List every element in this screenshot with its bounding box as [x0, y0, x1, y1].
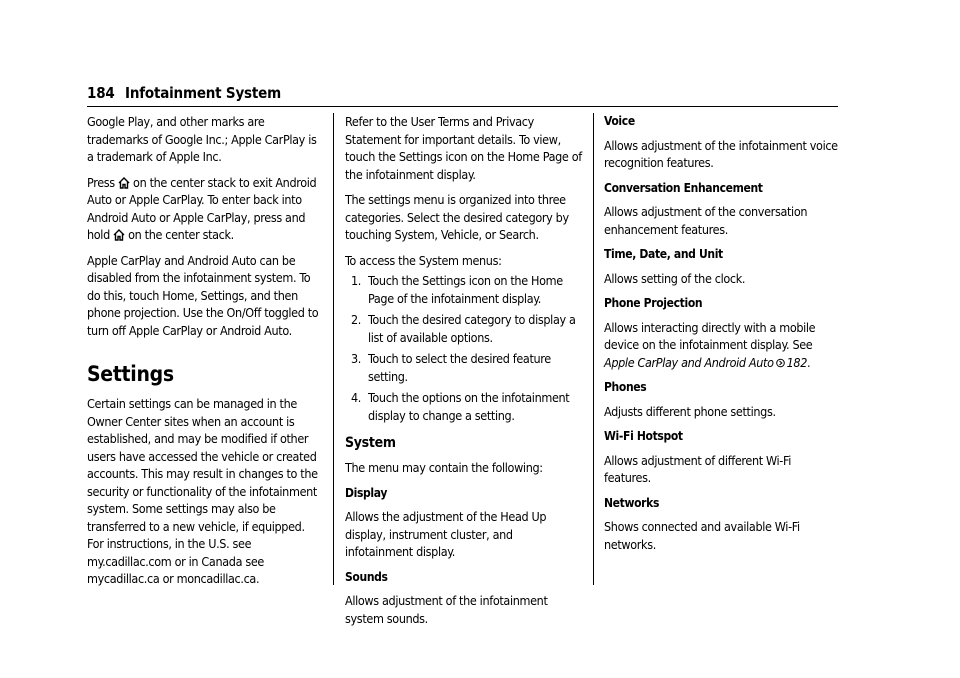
term-description: Allows adjustment of the conversation enhancement features. [604, 204, 808, 237]
term: Wi-Fi Hotspot [604, 429, 683, 443]
term: Sounds [345, 569, 388, 584]
paragraph-text: on the center stack to exit Android Auto or Apple CarPlay. To enter back into Android Auto or Apple CarPlay, press and hold [87, 174, 317, 242]
punctuation: . [807, 354, 811, 370]
step-number: 1. [351, 273, 362, 288]
subsection-heading: System [345, 435, 396, 451]
step-item [345, 311, 582, 346]
column-2 [345, 113, 582, 635]
term: Phones [604, 380, 647, 394]
term-description: Allows the adjustment of the Head Up display, instrument cluster, and infotainment display. [345, 509, 547, 559]
cross-reference-link[interactable]: Apple CarPlay and Android Auto [604, 354, 774, 370]
term-description-text: Allows interacting directly with a mobile device on the infotainment display. See [604, 319, 816, 352]
paragraph-home-button [87, 174, 323, 244]
step-text: Touch the desired category to display a list of available options. [368, 312, 576, 345]
paragraph: Google Play, and other marks are trademarks of Google Inc.; Apple CarPlay is a trademark of Apple Inc. [87, 114, 317, 164]
paragraph: Apple CarPlay and Android Auto can be disabled from the infotainment system. To do this, touch Home, Settings, and then phone projection. Use the On/Off toggled to turn off Apple CarPlay or Android Auto. [87, 252, 319, 338]
paragraph-text: on the center stack. [128, 227, 234, 242]
step-item [345, 350, 582, 385]
cross-reference-page[interactable]: 182 [786, 354, 808, 370]
term-description: Allows adjustment of the infotainment system sounds. [345, 593, 548, 626]
term-description: Allows adjustment of the infotainment voice recognition features. [604, 137, 838, 170]
paragraph: Refer to the User Terms and Privacy Statement for important details. To view, touch the Settings icon on the Home Page of the infotainment display. [345, 114, 582, 182]
page-number: 184 [87, 84, 115, 102]
step-text: Touch the options on the infotainment display to change a setting. [368, 390, 570, 423]
paragraph: The menu may contain the following: [345, 460, 543, 475]
term-description: Adjusts different phone settings. [604, 403, 776, 419]
step-number: 4. [351, 390, 362, 405]
page-reference-icon [776, 358, 785, 368]
term: Networks [604, 495, 660, 510]
term-description: Allows setting of the clock. [604, 270, 746, 286]
term: Voice [604, 114, 635, 128]
term-description [604, 319, 840, 372]
step-item [345, 272, 582, 307]
step-text: Touch the Settings icon on the Home Page of the infotainment display. [368, 273, 563, 306]
term: Display [345, 485, 388, 500]
term-description: Allows adjustment of different Wi-Fi features. [604, 452, 791, 485]
paragraph: To access the System menus: [345, 252, 502, 268]
column-1 [87, 113, 323, 596]
steps-list [345, 272, 582, 424]
step-number: 2. [351, 312, 362, 327]
home-icon [113, 229, 125, 241]
term: Conversation Enhancement [604, 180, 763, 195]
column-divider [593, 113, 594, 585]
section-title: Infotainment System [125, 84, 281, 102]
column-divider [333, 113, 334, 585]
page-header [87, 84, 838, 107]
column-3 [604, 113, 840, 561]
step-number: 3. [351, 351, 362, 366]
home-icon [118, 177, 130, 189]
paragraph: The settings menu is organized into three categories. Select the desired category by touching System, Vehicle, or Search. [345, 192, 569, 242]
term: Phone Projection [604, 296, 703, 310]
paragraph-text: Press [87, 174, 115, 190]
paragraph: Certain settings can be managed in the Owner Center sites when an account is established, and may be modified if other users have accessed the vehicle or created accounts. This may result in changes to the security or functionality of the infotainment system. Some settings may also be transferred to a new vehicle, if equipped. For instructions, in the U.S. see my.cadillac.com or in Canada see mycadillac.ca or moncadillac.ca. [87, 396, 318, 586]
term: Time, Date, and Unit [604, 247, 723, 261]
step-text: Touch to select the desired feature setting. [368, 351, 551, 384]
section-heading: Settings [87, 362, 174, 386]
step-item [345, 389, 582, 424]
term-description: Shows connected and available Wi-Fi networks. [604, 519, 800, 552]
